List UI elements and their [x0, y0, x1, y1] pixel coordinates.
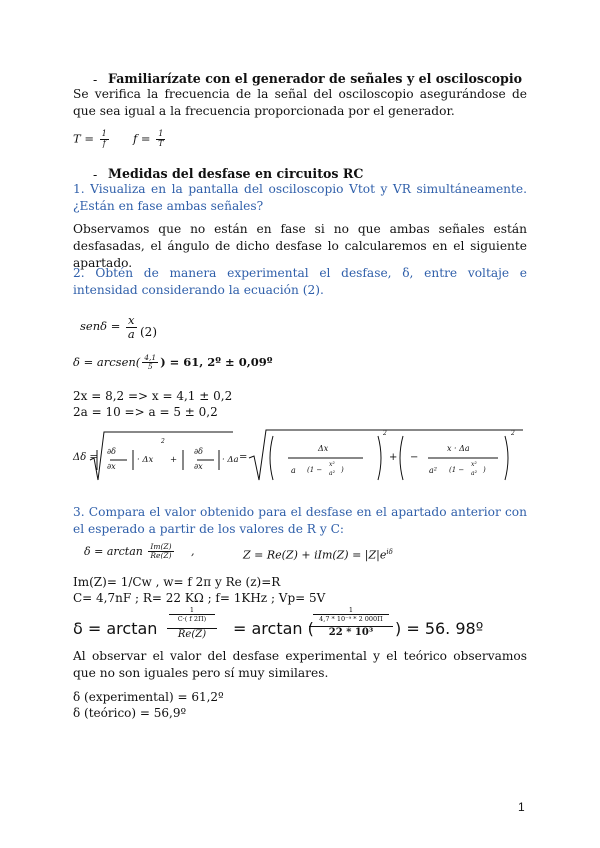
formula-period-den: f	[102, 138, 106, 148]
error-term1-den: ∂x	[107, 462, 116, 471]
error-lhs: Δδ =	[73, 452, 98, 463]
formula-frequency	[133, 130, 167, 149]
error-frac1-den-xnum: x²	[329, 461, 335, 468]
line-2a: 2a = 10 => a = 5 ± 0,2	[73, 405, 218, 419]
heading-1-dash: -	[93, 72, 98, 87]
theoretical-frac-num-1: 1	[348, 606, 354, 614]
error-term2-tail: · Δa	[222, 455, 239, 465]
line-values: C= 4,7nF ; R= 22 KΩ ; f= 1KHz ; Vp= 5V	[73, 591, 326, 605]
theoretical-frac-den: 22 * 10³	[309, 626, 393, 638]
equation-2-lhs: senδ =	[80, 319, 121, 334]
delta-result-num: 4,1	[144, 353, 157, 362]
impedance-equation-sup: iδ	[386, 548, 393, 556]
line-impedance: Im(Z)= 1/Cw , w= f 2π y Re (z)=R	[73, 575, 281, 589]
formula-period-fraction	[100, 130, 109, 149]
delta-result	[73, 354, 272, 372]
error-frac2-den-a: a²	[429, 466, 437, 475]
line-2x: 2x = 8,2 => x = 4,1 ± 0,2	[73, 389, 233, 403]
equation-3-den: Re(Z)	[150, 551, 172, 561]
formula-frequency-num: 1	[158, 129, 164, 138]
delta-theoretical: δ (teórico) = 56,9º	[73, 706, 187, 720]
error-term2-num: ∂δ	[194, 447, 203, 456]
error-frac2-den-rad: (1 −	[449, 466, 465, 474]
formula-period-lhs: T =	[73, 131, 94, 146]
equation-2-den: a	[127, 326, 135, 341]
delta-result-lhs: δ = arcsen(	[73, 354, 141, 369]
error-square-3: 2	[511, 430, 515, 437]
error-term1-num: ∂δ	[107, 447, 116, 456]
delta-experimental: δ (experimental) = 61,2º	[73, 690, 224, 704]
formula-frequency-den: T	[158, 138, 164, 148]
theoretical-eq: = arctan (	[233, 619, 314, 638]
formula-frequency-lhs: f =	[133, 131, 151, 146]
equation-3-comma: ,	[191, 544, 195, 558]
equation-2-fraction	[126, 314, 137, 340]
theoretical-equation	[73, 604, 527, 648]
page-number: 1	[518, 800, 525, 814]
error-frac2-den-close: )	[483, 466, 486, 474]
question-2: 2. Obtén de manera experimental el desfase, δ, entre voltaje e intensidad considerando la ecuación (2).	[73, 266, 527, 297]
error-square-1: 2	[161, 438, 165, 445]
error-frac2-den-xden: a²	[471, 470, 477, 477]
heading-2-dash: -	[93, 167, 98, 182]
equation-3-lhs: δ = arctan	[84, 544, 143, 558]
section-1-text: Se verifica la frecuencia de la señal del osciloscopio asegurándose de que sea igual a la frecuencia proporcionada por el generador.	[73, 87, 527, 118]
error-frac1-den-close: )	[341, 466, 344, 474]
error-frac1-den-a: a	[291, 466, 296, 475]
conclusion: Al observar el valor del desfase experimental y el teórico observamos que no son iguales pero sí muy similares.	[73, 649, 527, 680]
equation-3-fraction	[148, 543, 173, 561]
error-frac1-den-xden: a²	[329, 470, 335, 477]
delta-result-fraction	[142, 354, 158, 372]
equation-2-tag: (2)	[140, 325, 157, 339]
equation-2	[80, 314, 139, 340]
theoretical-num-2: C·( f 2Π)	[169, 614, 215, 623]
error-square-2: 2	[383, 430, 387, 437]
error-term2-den: ∂x	[194, 462, 203, 471]
impedance-equation-text: Z = Re(Z) + iIm(Z) = |Z|e	[243, 548, 387, 562]
question-1: 1. Visualiza en la pantalla del osciloscopio Vtot y VR simultáneamente. ¿Están en fase ambas señales?	[73, 182, 527, 213]
theoretical-num-1: 1	[189, 606, 195, 614]
impedance-equation	[243, 548, 393, 562]
heading-2: Medidas del desfase en circuitos RC	[108, 166, 364, 181]
error-term1-tail: · Δx	[137, 455, 154, 465]
heading-1: Familiarízate con el generador de señales y el osciloscopio	[108, 71, 523, 86]
error-plus: +	[389, 452, 398, 463]
formula-period	[73, 130, 111, 149]
formula-period-num: 1	[101, 129, 107, 138]
equation-2-num: x	[128, 313, 135, 327]
theoretical-lhs: δ = arctan	[73, 619, 158, 638]
formula-frequency-fraction	[156, 130, 165, 149]
theoretical-result: ) = 56. 98º	[395, 619, 484, 638]
delta-result-rhs: ) = 61, 2º ± 0,09º	[160, 354, 273, 369]
error-frac2-num: x · Δa	[447, 444, 470, 453]
delta-result-den: 5	[147, 362, 153, 372]
error-equals: =	[239, 452, 248, 463]
error-plus-left: +	[170, 455, 178, 465]
equation-3	[84, 543, 195, 561]
theoretical-frac-num-2: 4,7 * 10⁻⁹ * 2 000Π	[313, 614, 389, 623]
theoretical-den: Re(Z)	[167, 628, 217, 640]
error-frac2-den-xnum: x²	[471, 461, 477, 468]
error-frac1-den-rad: (1 −	[307, 466, 323, 474]
error-minus: −	[410, 452, 419, 463]
error-frac1-num: Δx	[318, 444, 329, 453]
answer-1: Observamos que no están en fase si no que ambas señales están desfasadas, el ángulo de dicho desfase lo calcularemos en el siguiente apartado.	[73, 222, 527, 270]
equation-3-num: Im(Z)	[150, 542, 172, 551]
question-3: 3. Compara el valor obtenido para el desfase en el apartado anterior con el esperado a partir de los valores de R y C:	[73, 505, 527, 536]
